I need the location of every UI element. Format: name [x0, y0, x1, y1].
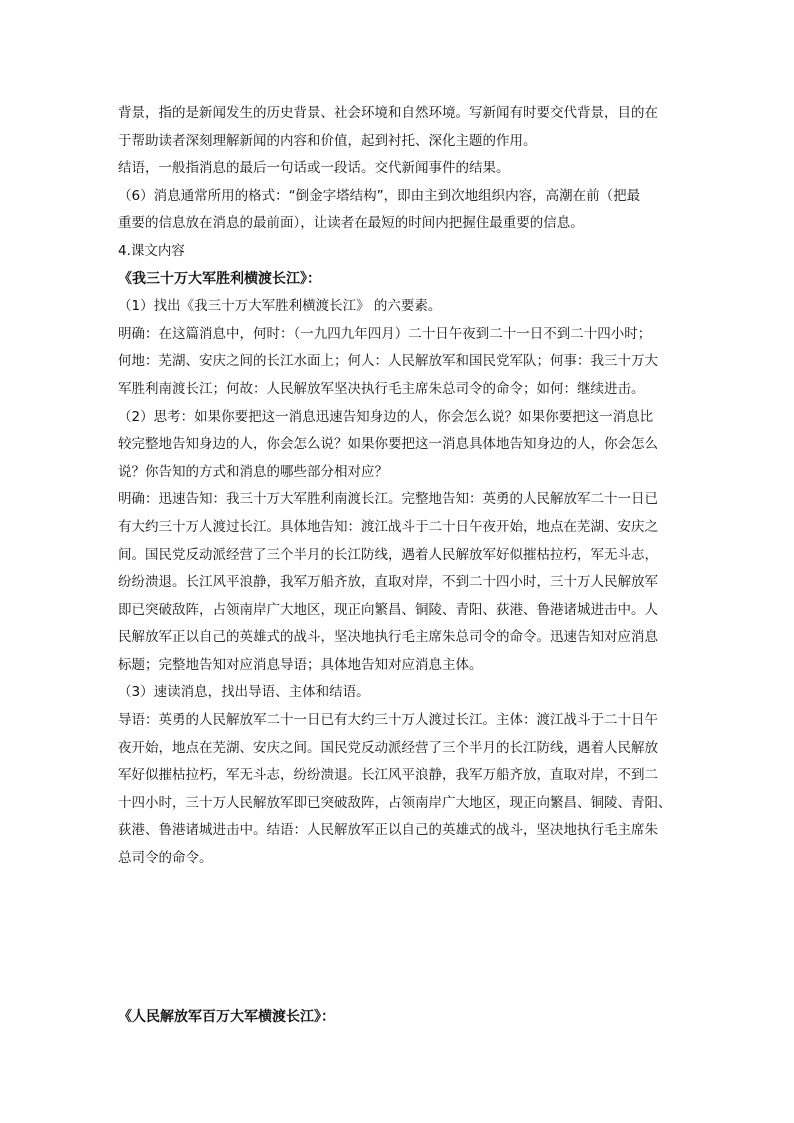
answer-line: 总司令的命令。: [118, 850, 213, 867]
answer-line: 军胜利南渡长江；何故：人民解放军坚决执行毛主席朱总司令的命令；如何：继续进击。: [118, 380, 645, 397]
paragraph-line: 结语，一般指消息的最后一句话或一段话。交代新闻事件的结果。: [118, 160, 510, 177]
answer-line: 夜开始，地点在芜湖、安庆之间。国民党反动派经营了三个半月的长江防线，遇着人民解放: [118, 739, 658, 756]
answer-line: 有大约三十万人渡过长江。具体地告知：渡江战斗于二十日午夜开始，地点在芜湖、安庆之: [118, 518, 658, 535]
answer-line: 十四小时，三十万人民解放军即已突破敌阵，占领南岸广大地区，现正向繁昌、铜陵、青阳、: [118, 794, 672, 811]
answer-line: 明确：迅速告知：我三十万大军胜利南渡长江。完整地告知：英勇的人民解放军二十一日已: [118, 491, 658, 508]
answer-line: 明确：在这篇消息中，何时：（一九四九年四月）二十日午夜到二十一日不到二十四小时；: [118, 325, 652, 342]
answer-line: 荻港、鲁港诸城进击中。结语：人民解放军正以自己的英雄式的战斗，坚决地执行毛主席朱: [118, 822, 658, 839]
paragraph-line: 重要的信息放在消息的最前面），让读者在最短的时间内把握住最重要的信息。: [118, 215, 584, 232]
answer-line: 纷纷溃退。长江风平浪静，我军万船齐放，直取对岸，不到二十四小时，三十万人民解放军: [118, 574, 658, 591]
answer-line: 何地：芜湖、安庆之间的长江水面上；何人：人民解放军和国民党军队；何事：我三十万大: [118, 353, 658, 370]
article-title: 《我三十万大军胜利横渡长江》：: [118, 270, 321, 287]
article-title-2: 《人民解放军百万大军横渡长江》：: [118, 1009, 335, 1025]
answer-line: 军好似摧枯拉朽，军无斗志，纷纷溃退。长江风平浪静，我军万船齐放，直取对岸，不到二: [118, 767, 658, 784]
paragraph-line: （6）消息通常所用的格式：“倒金字塔结构”，即由主到次地组织内容，高潮在前（把最: [118, 187, 641, 204]
answer-line: 即已突破敌阵，占领南岸广大地区，现正向繁昌、铜陵、青阳、荻港、鲁港诸城进击中。人: [118, 601, 658, 618]
question-line: 较完整地告知身边的人，你会怎么说？如果你要把这一消息具体地告知身边的人，你会怎么: [118, 436, 658, 453]
paragraph-line: 于帮助读者深刻理解新闻的内容和价值，起到衬托、深化主题的作用。: [118, 132, 537, 149]
question-line: （3）速读消息，找出导语、主体和结语。: [118, 684, 370, 701]
answer-line: 间。国民党反动派经营了三个半月的长江防线，遇着人民解放军好似摧枯拉朽，军无斗志，: [118, 546, 658, 563]
question-line: （2）思考：如果你要把这一消息迅速告知身边的人，你会怎么说？如果你要把这一消息比: [118, 408, 654, 425]
answer-line: 标题；完整地告知对应消息导语；具体地告知对应消息主体。: [118, 656, 483, 673]
body-text: [118, 100, 680, 873]
question-line: （1）找出《我三十万大军胜利横渡长江》 的六要素。: [118, 298, 442, 315]
answer-line: 民解放军正以自己的英雄式的战斗，坚决地执行毛主席朱总司令的命令。迅速告知对应消息: [118, 629, 658, 646]
question-line: 说？你告知的方式和消息的哪些部分相对应？: [118, 463, 388, 480]
paragraph-line: 背景，指的是新闻发生的历史背景、社会环境和自然环境。写新闻有时要交代背景，目的在: [118, 105, 658, 121]
answer-line: 导语：英勇的人民解放军二十一日已有大约三十万人渡过长江。主体：渡江战斗于二十日午: [118, 712, 658, 729]
section-heading: 4.课文内容: [118, 242, 185, 259]
